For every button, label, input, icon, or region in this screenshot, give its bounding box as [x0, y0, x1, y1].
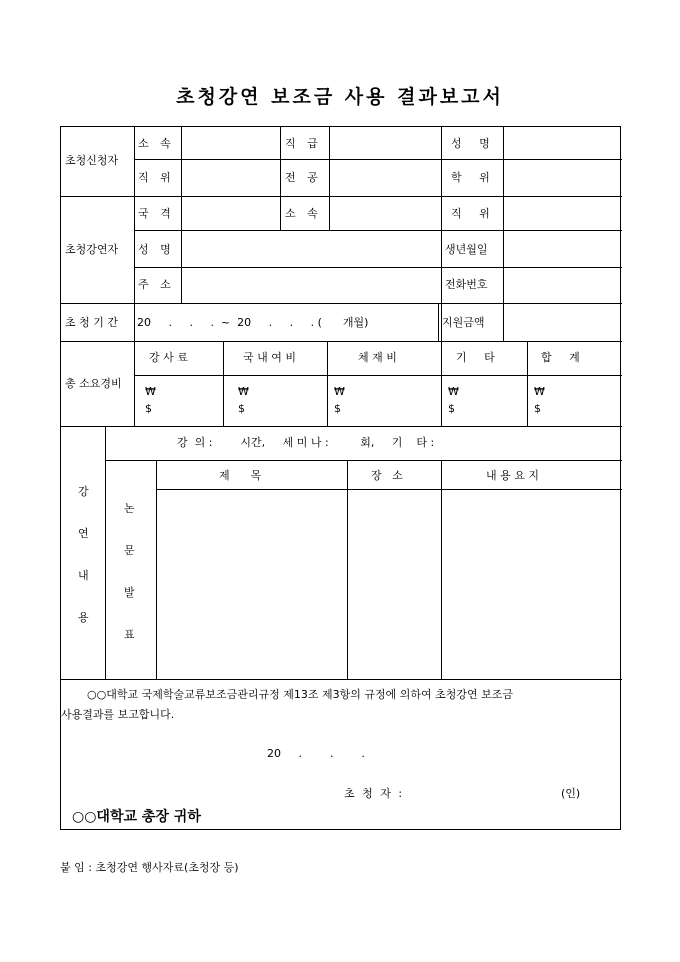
period-label: 초 청 기 간: [65, 316, 118, 329]
won-symbol: ₩: [448, 385, 459, 398]
speaker-phone-label: 전화번호: [445, 278, 488, 291]
paper-label-char: 문: [124, 544, 135, 557]
inviter-major-label: 전 공: [285, 171, 322, 184]
inviter-signature-label: 초 청 자 :: [344, 787, 405, 800]
inviter-affiliation-label: 소 속: [138, 137, 175, 150]
support-amount-label: 지원금액: [442, 316, 485, 329]
expenses-label: 총 소요경비: [65, 377, 122, 390]
speaker-affiliation-label: 소 속: [285, 207, 322, 220]
paper-col-venue: 장 소: [371, 469, 403, 482]
report-date: 20 . . .: [267, 747, 365, 760]
dollar-symbol: $: [534, 402, 541, 415]
inviter-section-label: 초청신청자: [65, 154, 119, 167]
paper-col-title: 제 목: [219, 469, 262, 482]
speaker-nationality-label: 국 격: [138, 207, 175, 220]
won-symbol: ₩: [534, 385, 545, 398]
inviter-name-label: 성 명: [451, 137, 497, 150]
speaker-position-label: 직 위: [451, 207, 497, 220]
expense-col-other: 기 타: [456, 351, 495, 364]
expense-col-total: 합 계: [541, 351, 580, 364]
speaker-address-label: 주 소: [138, 278, 175, 291]
seal-mark: (인): [561, 787, 581, 800]
inviter-grade-label: 직 급: [285, 137, 322, 150]
content-section-char: 용: [78, 611, 89, 624]
dollar-symbol: $: [448, 402, 455, 415]
paper-col-summary: 내 용 요 지: [486, 469, 539, 482]
paper-label-char: 발: [124, 586, 135, 599]
statement-line-2: 사용결과를 보고합니다.: [61, 708, 175, 721]
won-symbol: ₩: [238, 385, 249, 398]
content-section-char: 연: [78, 527, 89, 540]
statement-line-1: ○○대학교 국제학술교류보조금관리규정 제13조 제3항의 규정에 의하여 초청강연 보조금: [87, 688, 513, 701]
dollar-symbol: $: [145, 402, 152, 415]
expense-col-lecture-fee: 강 사 료: [149, 351, 188, 364]
speaker-section-label: 초청강연자: [65, 243, 119, 256]
won-symbol: ₩: [334, 385, 345, 398]
attachment-note: 붙 임 : 초청강연 행사자료(초청장 등): [60, 861, 239, 874]
expense-col-domestic-travel: 국 내 여 비: [243, 351, 296, 364]
inviter-degree-label: 학 위: [451, 171, 497, 184]
document-title: 초청강연 보조금 사용 결과보고서: [176, 86, 504, 108]
dollar-symbol: $: [334, 402, 341, 415]
expense-col-stay: 체 재 비: [358, 351, 397, 364]
paper-label-char: 표: [124, 628, 135, 641]
dollar-symbol: $: [238, 402, 245, 415]
period-value: 20 . . . ~ 20 . . . ( 개월): [137, 316, 369, 329]
content-section-char: 강: [78, 485, 89, 498]
won-symbol: ₩: [145, 385, 156, 398]
paper-label-char: 논: [124, 502, 135, 515]
content-section-char: 내: [78, 569, 89, 582]
lecture-summary-line: 강 의 : 시간, 세 미 나 : 회, 기 타 :: [177, 436, 435, 449]
report-form: [60, 126, 621, 830]
speaker-birthdate-label: 생년월일: [445, 243, 488, 256]
inviter-position-label: 직 위: [138, 171, 175, 184]
addressee: ○○대학교 총장 귀하: [72, 809, 201, 825]
speaker-name-label: 성 명: [138, 243, 175, 256]
